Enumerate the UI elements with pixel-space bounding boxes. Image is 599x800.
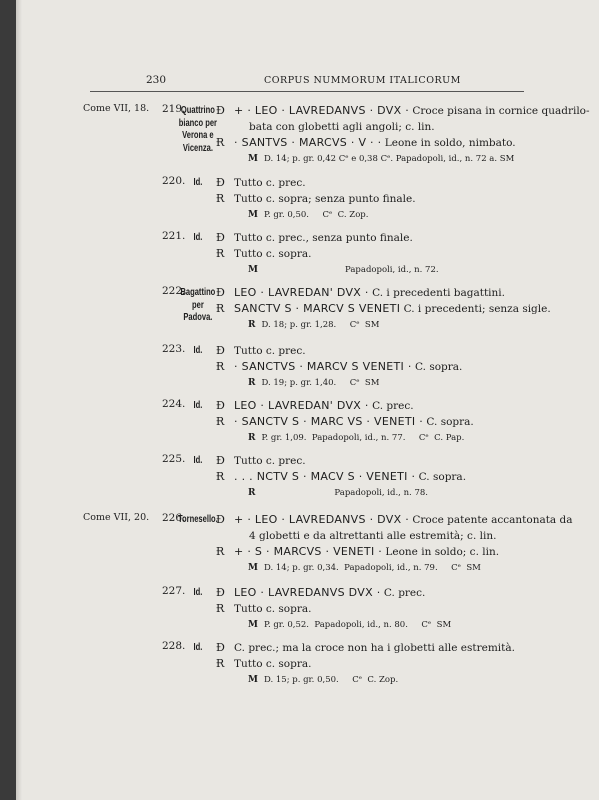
reverse-line	[216, 601, 536, 617]
description-text: Tutto c. prec., senza punto finale.	[234, 232, 413, 244]
coin-metadata	[248, 377, 538, 389]
coin-metadata	[248, 619, 538, 631]
denomination: Bagattino per Padova.	[180, 286, 216, 323]
obverse-symbol: Ɖ	[216, 513, 225, 526]
description-text: Tutto c. prec.	[234, 455, 306, 467]
reverse-symbol: Ɍ	[216, 136, 225, 149]
entry-reference: Come VII, 18.	[83, 103, 150, 114]
obverse-line	[216, 512, 573, 528]
description-text: C. prec.	[380, 587, 426, 599]
coin-legend: · SANTVS · MARCVS · V · ·	[234, 136, 382, 149]
entry-number: 224.	[162, 398, 186, 410]
metadata-text: D. 14; p. gr. 0,34. Papadopoli, id., n. 79. Cᵉ SM	[263, 563, 481, 573]
coin-legend: . . . NCTV S · MACV S · VENETI ·	[234, 470, 416, 483]
running-header	[16, 74, 599, 88]
coin-legend: · SANCTV S · MARC VS · VENETI ·	[234, 415, 424, 428]
metal-code: R	[248, 378, 256, 388]
description-text: Leone in soldo; c. lin.	[382, 546, 500, 558]
denomination: Id.	[193, 344, 203, 356]
reverse-line	[216, 135, 536, 151]
denomination: Id.	[193, 641, 203, 653]
entry-number: 221.	[162, 230, 186, 242]
denomination: Id.	[193, 399, 203, 411]
obverse-symbol: Ɖ	[216, 399, 225, 412]
description-text: C. i precedenti; senza sigle.	[400, 303, 551, 315]
coin-legend: + · S · MARCVS · VENETI ·	[234, 545, 383, 558]
obverse-line	[216, 453, 536, 469]
reverse-symbol: Ɍ	[216, 302, 225, 315]
reverse-line	[216, 301, 551, 317]
metadata-text: D. 18; p. gr. 1,28. Cᵉ SM	[261, 320, 380, 330]
coin-legend: LEO · LAVREDANVS DVX ·	[234, 586, 381, 599]
coin-metadata	[248, 153, 538, 165]
description-text: Leone in soldo, nimbato.	[381, 137, 516, 149]
obverse-line	[216, 343, 536, 359]
reverse-symbol: Ɍ	[216, 192, 225, 205]
coin-metadata	[248, 432, 538, 444]
coin-legend: LEO · LAVREDAN' DVX ·	[234, 286, 369, 299]
metal-code: M	[248, 620, 258, 630]
continuation-line	[249, 119, 569, 135]
metal-code: M	[248, 210, 258, 220]
metadata-text: D. 15; p. gr. 0,50. Cᵉ C. Zop.	[263, 675, 399, 685]
page-gutter	[16, 0, 22, 800]
denomination: Id.	[193, 586, 203, 598]
reverse-symbol: Ɍ	[216, 247, 225, 260]
metadata-text: D. 14; p. gr. 0,42 Cᵉ e 0,38 Cᵉ. Papadopoli, id., n. 72 a. SM	[263, 154, 515, 164]
coin-legend: · SANCTVS · MARCV S VENETI ·	[234, 360, 412, 373]
running-title: CORPUS NUMMORUM ITALICORUM	[264, 75, 461, 86]
entry-number: 227.	[162, 585, 186, 597]
obverse-symbol: Ɖ	[216, 176, 225, 189]
coin-legend: SANCTV S · MARCV S VENETI	[234, 302, 401, 315]
metadata-text: D. 19; p. gr. 1,40. Cᵉ SM	[261, 378, 380, 388]
obverse-symbol: Ɖ	[216, 231, 225, 244]
description-text: C. prec.	[368, 400, 414, 412]
entry-number: 225.	[162, 453, 186, 465]
description-text: Tutto c. prec.	[234, 345, 306, 357]
description-text: C. prec.; ma la croce non ha i globetti alle estremità.	[234, 642, 515, 654]
description-text: Croce pisana in cornice quadrilo-	[409, 105, 590, 117]
description-text: Tutto c. sopra; senza punto finale.	[234, 193, 416, 205]
entry-number: 223.	[162, 343, 186, 355]
obverse-line	[216, 640, 536, 656]
obverse-symbol: Ɖ	[216, 344, 225, 357]
reverse-line	[216, 191, 536, 207]
metal-code: M	[248, 675, 258, 685]
description-text: bata con globetti agli angoli; c. lin.	[249, 121, 435, 133]
reverse-symbol: Ɍ	[216, 602, 225, 615]
entry-reference: Come VII, 20.	[83, 512, 150, 523]
obverse-symbol: Ɖ	[216, 286, 225, 299]
denomination: Id.	[193, 231, 203, 243]
metal-code: R	[248, 488, 256, 498]
description-text: C. sopra.	[411, 361, 463, 373]
description-text: Tutto c. sopra.	[234, 658, 312, 670]
denomination: Id.	[193, 176, 203, 188]
reverse-line	[216, 359, 536, 375]
reverse-line	[216, 246, 536, 262]
description-text: C. sopra.	[415, 471, 467, 483]
coin-metadata	[248, 264, 538, 276]
reverse-symbol: Ɍ	[216, 470, 225, 483]
obverse-line	[216, 398, 536, 414]
obverse-line	[216, 285, 536, 301]
continuation-line	[249, 528, 569, 544]
coin-legend: LEO · LAVREDAN' DVX ·	[234, 399, 369, 412]
metal-code: R	[248, 433, 256, 443]
reverse-line	[216, 469, 536, 485]
reverse-symbol: Ɍ	[216, 545, 225, 558]
description-text: 4 globetti e da altrettanti alle estremità; c. lin.	[249, 530, 497, 542]
page-number: 230	[146, 74, 167, 86]
description-text: Tutto c. prec.	[234, 177, 306, 189]
entry-number: 220.	[162, 175, 186, 187]
reverse-symbol: Ɍ	[216, 657, 225, 670]
obverse-line	[216, 103, 590, 119]
metal-code: M	[248, 265, 258, 275]
obverse-line	[216, 175, 536, 191]
metadata-text: Papadopoli, id., n. 78.	[261, 488, 428, 498]
reverse-line	[216, 544, 536, 560]
denomination: Quattrino bianco per Verona e Vicenza.	[178, 104, 217, 154]
description-text: C. sopra.	[423, 416, 474, 428]
reverse-line	[216, 414, 536, 430]
obverse-symbol: Ɖ	[216, 454, 225, 467]
entry-number: 222.	[162, 285, 186, 297]
book-page	[16, 0, 599, 800]
coin-legend: + · LEO · LAVREDANVS · DVX ·	[234, 513, 410, 526]
reverse-line	[216, 656, 536, 672]
coin-metadata	[248, 319, 538, 331]
description-text: Croce patente accantonata da	[409, 514, 573, 526]
metadata-text: P. gr. 1,09. Papadopoli, id., n. 77. Cᵉ C. Pap.	[261, 433, 465, 443]
obverse-line	[216, 230, 536, 246]
coin-metadata	[248, 487, 538, 499]
header-rule	[90, 91, 524, 92]
coin-metadata	[248, 674, 538, 686]
metal-code: R	[248, 320, 256, 330]
metal-code: M	[248, 154, 258, 164]
description-text: Tutto c. sopra.	[234, 248, 312, 260]
metadata-text: P. gr. 0,52. Papadopoli, id., n. 80. Cᵉ SM	[263, 620, 452, 630]
obverse-symbol: Ɖ	[216, 586, 225, 599]
coin-metadata	[248, 209, 538, 221]
denomination: Tornesello.	[177, 513, 218, 525]
coin-legend: + · LEO · LAVREDANVS · DVX ·	[234, 104, 410, 117]
reverse-symbol: Ɍ	[216, 360, 225, 373]
metadata-text: Papadopoli, id., n. 72.	[263, 265, 439, 275]
coin-metadata	[248, 562, 538, 574]
description-text: Tutto c. sopra.	[234, 603, 312, 615]
entry-number: 219.	[162, 103, 186, 115]
entry-number: 228.	[162, 640, 186, 652]
entry-number: 226.	[162, 512, 186, 524]
denomination: Id.	[193, 454, 203, 466]
metal-code: M	[248, 563, 258, 573]
obverse-line	[216, 585, 536, 601]
obverse-symbol: Ɖ	[216, 104, 225, 117]
description-text: C. i precedenti bagattini.	[368, 287, 505, 299]
obverse-symbol: Ɖ	[216, 641, 225, 654]
metadata-text: P. gr. 0,50. Cᵉ C. Zop.	[263, 210, 369, 220]
reverse-symbol: Ɍ	[216, 415, 225, 428]
